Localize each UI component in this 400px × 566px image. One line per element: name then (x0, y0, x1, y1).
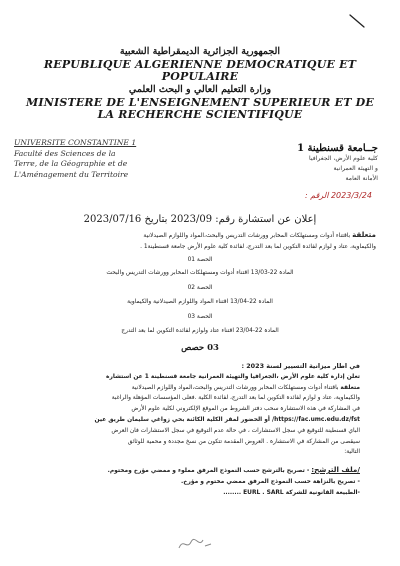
university-ar-line2: كلية علوم الأرض، الجغرافيا (309, 155, 378, 162)
subject-text-1: باقتناء أدوات ومستهلكات المخابر وورشات التدريس والبحث،المواد واللوازم الصيدلانية (143, 233, 351, 239)
lot-3-name: الحصة 03 (187, 314, 213, 320)
lot-2-name: الحصة 02 (187, 285, 213, 291)
body-line-6: الباي قسنطينة للتوقيع في سجل الاستشارات ، في حالة عدم التوقيع في سجل الاستشارات فان العرض (111, 427, 360, 434)
university-ar-line4: الأمانة العامة (345, 175, 378, 182)
header-fr-republic-1: REPUBLIQUE ALGERIENNE DEMOCRATIQUE ET (43, 58, 357, 71)
signature-scribble (175, 534, 215, 554)
candidature-file-list (24, 465, 360, 498)
file-item-1-row (24, 465, 360, 477)
header-ar-ministry: وزارة التعليم العالي و البحث العلمي (128, 84, 272, 95)
body-line-2-text: باقتناء أدوات ومستهلكات المخابر وورشات التدريس والبحث،المواد واللوازم الصيدلانية (131, 384, 339, 391)
file-item-2: - تصريح بالنزاهة حسب النموذج المرفق ممضي مختوم و مؤرخ. (181, 478, 360, 485)
lot-3-desc: المادة 22-23/04 اقتناء عتاد ولوازم لفائدة التكوين لما بعد التدرج (121, 328, 279, 334)
announcement-title: إعلان عن استشارة رقم: 2023/09 بتاريخ 2023/07/16 (83, 214, 317, 225)
university-fr-block (14, 138, 190, 180)
body-paragraph (24, 361, 360, 458)
subject-label: متعلقة (352, 230, 376, 239)
lot-1-name: الحصة 01 (187, 257, 213, 263)
file-label: /ملف الترشح: (311, 465, 360, 474)
body-line-2 (24, 383, 360, 394)
subject-line-1 (24, 230, 376, 242)
lot-1-desc: المادة 22-13/03 اقتناء أدوات ومستهلكات المخابر وورشات التدريس والبحث (106, 270, 294, 276)
header-ar-republic: الجمهورية الجزائرية الديمقراطية الشعبية (119, 46, 281, 57)
file-item-3: -الطبيعة القانونية للشركة EURL . SARL ........ (223, 489, 360, 496)
university-ar-line1: جــامعة قسنطينة 1 (297, 143, 378, 154)
body-subject-label: متعلقة (340, 384, 360, 391)
body-line-5: https://fac.umc.edu.dz/fst/ أو الحضور لمقر الكلية الكائنة بحي زواغي سليمان طريق عين (94, 416, 360, 423)
university-fr-line3: Terre, de la Géographie et de (14, 159, 128, 168)
budget-heading: في اطار ميزانية التسيير لسنة 2023 : (241, 362, 360, 370)
header-fr-ministry-1: MINISTERE DE L'ENSEIGNEMENT SUPERIEUR ET DE (26, 96, 374, 109)
university-fr-line4: L'Aménagement du Territoire (14, 169, 129, 179)
body-line-4: في المشاركة في هذه الاستشارة سحب دفتر الشروط من الموقع الإلكتروني لكلية علوم الأرض (131, 406, 360, 413)
header-fr-republic-2: POPULAIRE (161, 70, 239, 83)
file-item-1: - تصريح بالترشح حسب النموذج المرفق مملوء و ممضي مؤرخ ومختوم. (107, 468, 310, 474)
lots-count: 03 حصص (181, 343, 219, 353)
university-ar-block (258, 144, 378, 184)
pen-stroke-mark (348, 12, 366, 30)
header-fr-ministry-2: LA RECHERCHE SCIENTIFIQUE (97, 108, 303, 121)
university-fr-line2: Faculté des Sciences de la (14, 148, 116, 158)
subject-line-2: والكيماوية، عتاد و لوازم لفائدة التكوين لما بعد التدرج، لفائدة كلية علوم الأرض جامعة قسنطينة1 . (140, 244, 376, 250)
body-line-1: تعلن إدارة كلية علوم الأرض ،الجغرافيا والتهيئة العمرانية جامعة قسنطينة 1 عن استشارة (106, 373, 360, 380)
body-line-7: سيقصى من المشاركة في الاستشارة . العروض المقدمة تتكون من نسخ مجددة و محمية للوثائق (127, 438, 360, 445)
university-fr-line1: UNIVERSITE CONSTANTINE 1 (14, 138, 137, 147)
handwritten-reference: 2023/3/24 الرقم : (304, 191, 372, 200)
university-ar-line3: و التهيئة العمرانية (333, 165, 378, 172)
body-line-3: والكيماوية، عتاد و لوازم لفائدة التكوين لما بعد التدرج، لفائدة الكلية .فعلى المؤسسات المؤهلة والراغبة (111, 395, 360, 402)
lot-2-desc: المادة 22-13/04 اقتناء المواد واللوازم الصيدلانية والكيماوية (127, 299, 273, 305)
body-line-8: التالية: (344, 449, 360, 456)
